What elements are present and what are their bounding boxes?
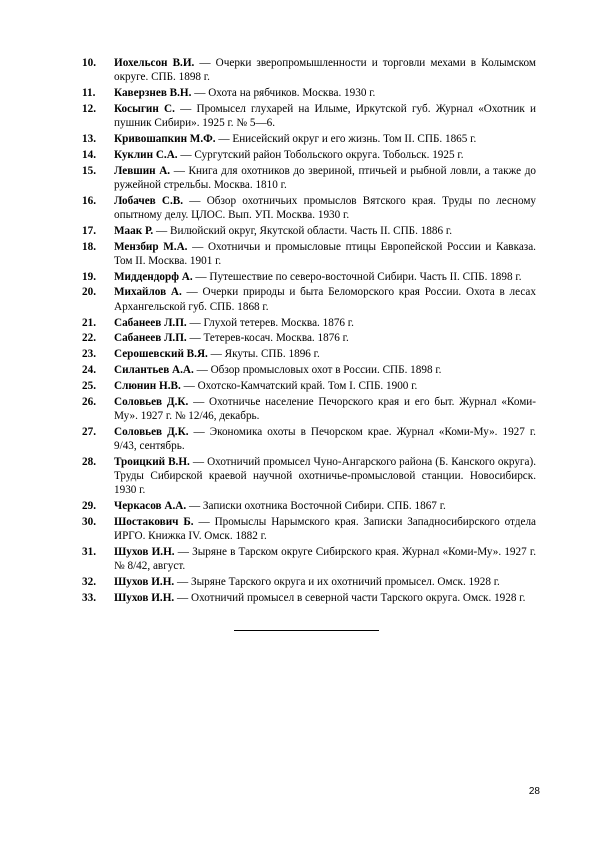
reference-item [82, 575, 536, 589]
reference-number: 13. [82, 132, 96, 145]
reference-item [82, 379, 536, 393]
reference-text: — Охотничьи и промысловые птицы Европейской России и Кавказа. Том II. Москва. 1901 г. [114, 240, 536, 267]
reference-number: 18. [82, 240, 96, 253]
reference-text: — Записки охотника Восточной Сибири. СПБ. 1867 г. [186, 500, 446, 513]
reference-text: — Вилюйский округ, Якутской области. Часть II. СПБ. 1886 г. [153, 224, 452, 237]
reference-number: 12. [82, 102, 96, 115]
reference-body [114, 347, 536, 361]
reference-text: — Зыряне в Тарском округе Сибирского края. Журнал «Коми-Му». 1927 г. № 8/42, август. [114, 546, 536, 573]
reference-number: 20. [82, 286, 96, 299]
reference-author: Иохельсон В.И. [114, 57, 195, 69]
reference-body [114, 545, 536, 574]
reference-item [82, 347, 536, 361]
reference-author: Силантьев А.А. [114, 363, 194, 376]
reference-number: 10. [82, 57, 96, 69]
reference-list [82, 56, 536, 607]
reference-text: — Охотничий промысел Чуно-Ангарского района (Б. Канского округа). Труды Сибирской краевой научной охотничье-промысловой станции. Новосибирск. 1930 г. [114, 455, 536, 497]
reference-author: Шухов И.Н. [114, 576, 175, 589]
reference-body [114, 425, 536, 454]
reference-body [114, 515, 536, 544]
reference-author: Соловьев Д.К. [114, 395, 189, 408]
reference-author: Каверзнев В.Н. [114, 87, 192, 100]
reference-number: 24. [82, 363, 96, 376]
reference-item [82, 455, 536, 498]
reference-author: Шухов И.Н. [114, 591, 175, 604]
reference-body [114, 224, 536, 238]
reference-body [114, 455, 536, 498]
reference-body [114, 379, 536, 393]
reference-item [82, 285, 536, 314]
section-divider [234, 630, 379, 631]
reference-body [114, 363, 536, 377]
reference-number: 14. [82, 148, 96, 161]
reference-body [114, 331, 536, 345]
reference-text: — Очерки зверопромышленности и торговли мехами в Колымском округе. СПБ. 1898 г. [114, 57, 536, 84]
reference-item [82, 331, 536, 345]
reference-text: — Промысел глухарей на Илыме, Иркутской губ. Журнал «Охотник и пушник Сибири». 1925 г. № 5—6. [114, 102, 536, 130]
reference-item [82, 194, 536, 223]
reference-item [82, 132, 536, 146]
reference-author: Шостакович Б. [114, 515, 194, 528]
reference-text: — Сургутский район Тобольского округа. Тобольск. 1925 г. [177, 148, 464, 161]
reference-author: Косыгин С. [114, 102, 175, 115]
reference-number: 22. [82, 332, 96, 345]
reference-body [114, 575, 536, 589]
reference-body [114, 102, 536, 131]
reference-author: Соловьев Д.К. [114, 425, 189, 438]
reference-number: 32. [82, 576, 96, 589]
reference-number: 33. [82, 591, 96, 604]
reference-author: Слюнин Н.В. [114, 379, 181, 392]
reference-body [114, 395, 536, 424]
reference-item [82, 270, 536, 284]
reference-item [82, 164, 536, 193]
reference-text: — Экономика охоты в Печорском крае. Журнал «Коми-Му». 1927 г. 9/43, сентябрь. [114, 425, 536, 452]
reference-author: Миддендорф А. [114, 270, 193, 283]
reference-author: Сабанеев Л.П. [114, 316, 187, 329]
reference-body [114, 316, 536, 330]
reference-author: Лобачев С.В. [114, 194, 184, 207]
reference-text: — Промыслы Нарымского края. Записки Западносибирского отдела ИРГО. Книжка IV. Омск. 1882 г. [114, 515, 536, 543]
reference-number: 17. [82, 224, 96, 237]
reference-body [114, 270, 536, 284]
reference-text: — Тетерев-косач. Москва. 1876 г. [186, 332, 349, 345]
reference-text: — Охотско-Камчатский край. Том I. СПБ. 1900 г. [180, 379, 418, 392]
reference-text: — Книга для охотников до звериной, птичьей и рыбной ловли, а также до ружейной стрельбы. Москва. 1810 г. [114, 164, 536, 191]
reference-text: — Обзор промысловых охот в России. СПБ. 1898 г. [193, 363, 442, 376]
reference-body [114, 591, 536, 605]
reference-item [82, 395, 536, 424]
reference-text: — Охотничий промысел в северной части Тарского округа. Омск. 1928 г. [174, 591, 526, 604]
reference-number: 16. [82, 194, 96, 207]
reference-author: Маак Р. [114, 224, 154, 237]
reference-author: Кривошапкин М.Ф. [114, 132, 216, 145]
reference-number: 27. [82, 425, 96, 438]
reference-number: 21. [82, 316, 96, 329]
reference-body [114, 194, 536, 223]
reference-text: — Охотничье население Печорского края и его быт. Журнал «Коми-Му». 1927 г. № 12/46, декабрь. [114, 395, 536, 422]
reference-body [114, 164, 536, 193]
reference-number: 29. [82, 500, 96, 513]
reference-body [114, 86, 536, 100]
reference-number: 30. [82, 515, 96, 528]
reference-item [82, 591, 536, 605]
reference-body [114, 285, 536, 314]
reference-author: Шухов И.Н. [114, 546, 175, 558]
reference-text: — Зыряне Тарского округа и их охотничий промысел. Омск. 1928 г. [174, 576, 500, 589]
reference-text: — Якуты. СПБ. 1896 г. [207, 348, 320, 361]
reference-item [82, 102, 536, 131]
reference-item [82, 499, 536, 513]
reference-item [82, 363, 536, 377]
reference-number: 25. [82, 379, 96, 392]
reference-number: 23. [82, 348, 96, 361]
reference-item [82, 316, 536, 330]
reference-number: 26. [82, 395, 96, 408]
reference-author: Михайлов А. [114, 286, 182, 299]
reference-body [114, 132, 536, 146]
reference-author: Серошевский В.Я. [114, 348, 208, 361]
reference-number: 19. [82, 270, 96, 283]
reference-author: Троицкий В.Н. [114, 455, 190, 468]
reference-item [82, 515, 536, 544]
reference-author: Мензбир М.А. [114, 240, 188, 253]
reference-body [114, 240, 536, 269]
reference-text: — Енисейский округ и его жизнь. Том II. СПБ. 1865 г. [215, 132, 477, 145]
reference-item [82, 148, 536, 162]
reference-text: — Глухой тетерев. Москва. 1876 г. [186, 316, 354, 329]
reference-item [82, 425, 536, 454]
reference-text: — Обзор охотничьих промыслов Вятского края. Труды по лесному опытному делу. ЦЛОС. Вып. УП. Москва. 1930 г. [114, 194, 536, 221]
reference-number: 11. [82, 87, 96, 100]
reference-number: 15. [82, 164, 96, 177]
reference-item [82, 56, 536, 85]
reference-author: Сабанеев Л.П. [114, 332, 187, 345]
reference-text: — Путешествие по северо-восточной Сибири. Часть II. СПБ. 1898 г. [192, 270, 522, 283]
reference-item [82, 86, 536, 100]
reference-body [114, 148, 536, 162]
reference-item [82, 224, 536, 238]
reference-number: 31. [82, 546, 96, 558]
reference-author: Левшин А. [114, 164, 171, 177]
page-number: 28 [528, 786, 540, 797]
reference-item [82, 240, 536, 269]
reference-body [114, 56, 536, 85]
reference-text: — Очерки природы и быта Беломорского края России. Охота в лесах Архангельской губ. СПБ. 1868 г. [114, 286, 536, 313]
reference-author: Куклин С.А. [114, 148, 178, 161]
reference-number: 28. [82, 455, 96, 468]
reference-item [82, 545, 536, 574]
reference-body [114, 499, 536, 513]
reference-author: Черкасов А.А. [114, 500, 187, 513]
reference-text: — Охота на рябчиков. Москва. 1930 г. [191, 87, 376, 100]
